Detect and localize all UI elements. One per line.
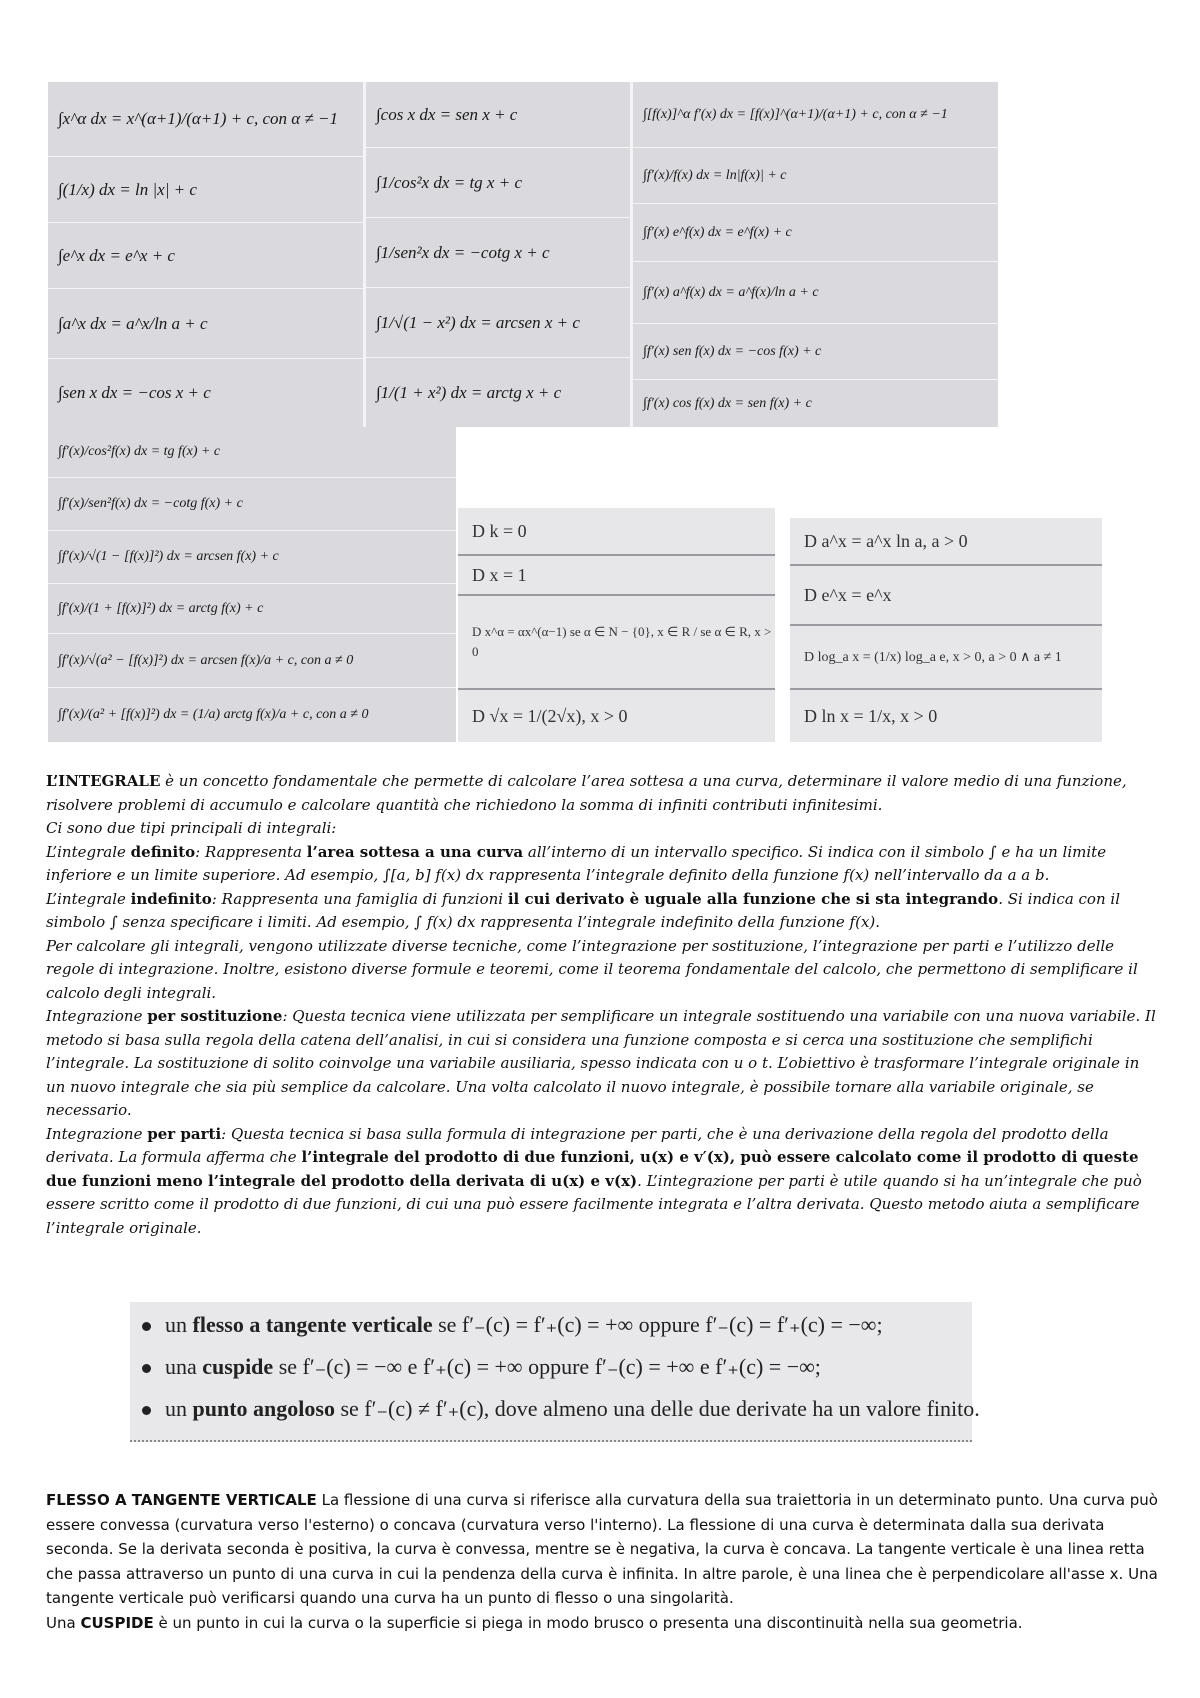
paragraph xyxy=(46,1488,1161,1611)
term: flesso a tangente verticale xyxy=(192,1312,433,1337)
formula-cell: ∫f′(x) sen f(x) dx = −cos f(x) + c xyxy=(633,324,998,380)
paragraph xyxy=(46,1611,1161,1636)
text-span: . Si indica con il simbolo ∫ senza specificare i limiti. Ad esempio, ∫ f(x) dx rappresenta l’integrale indefinito della funzione f(x). xyxy=(46,889,1120,931)
formula-cell: ∫f′(x) cos f(x) dx = sen f(x) + c xyxy=(643,395,812,411)
formula-cell: ∫f′(x)/(a² + [f(x)]²) dx = (1/a) arctg f(x)/a + c, con a ≠ 0 xyxy=(58,707,369,722)
emphasis: l’area sottesa a una curva xyxy=(306,842,524,861)
emphasis: l’integrale del prodotto di due funzioni, u(x) e v′(x), può essere calcolato come il prodotto di queste due funzioni meno l’integrale del prodotto della derivata di u(x) e v(x) xyxy=(46,1148,1139,1190)
term-sostituzione: per sostituzione xyxy=(147,1007,283,1025)
text-span: : Rappresenta una famiglia di funzioni xyxy=(211,889,508,908)
formula-cell: ∫f′(x)/sen²f(x) dx = −cotg f(x) + c xyxy=(48,478,456,531)
paragraph xyxy=(46,888,1161,935)
term: cuspide xyxy=(202,1354,274,1379)
text-span: : Questa tecnica si basa sulla formula di integrazione per parti, che è una derivazione della regola del prodotto della derivata. La formula afferma che xyxy=(46,1124,1109,1166)
text-span: : Questa tecnica viene utilizzata per semplificare un integrale sostituendo una variabile con una nuova variabile. Il metodo si basa sulla regola della catena dell’analisi, in cui si considera una funzione composta e si cerca una sostituzione che semplifichi l’integrale. La sostituzione di solito coinvolge una variabile ausiliaria, spesso indicata con u o t. L’obiettivo è trasformare l’integrale originale in un nuovo integrale che sia più semplice da calcolare. Una volta calcolato il nuovo integrale, è possibile tornare alla variabile originale, se necessario. xyxy=(46,1007,1156,1119)
derivative-cell: D ln x = 1/x, x > 0 xyxy=(804,705,938,726)
paragraph xyxy=(46,770,1161,817)
derivative-cell: D √x = 1/(2√x), x > 0 xyxy=(472,705,628,726)
formula-cell: ∫cos x dx = sen x + c xyxy=(366,82,630,148)
formula-cell: ∫f′(x)/√(a² − [f(x)]²) dx = arcsen f(x)/a + c, con a ≠ 0 xyxy=(48,634,456,688)
term-definito: definito xyxy=(130,842,196,861)
cusp-definitions-image xyxy=(130,1302,980,1442)
formula-cell: ∫f′(x) a^f(x) dx = a^f(x)/ln a + c xyxy=(633,262,998,324)
formula-cell: ∫1/cos²x dx = tg x + c xyxy=(366,148,630,218)
bullet-icon xyxy=(142,1406,151,1415)
formula-cell: ∫e^x dx = e^x + c xyxy=(48,223,363,289)
bullet-icon xyxy=(142,1322,151,1331)
term: punto angoloso xyxy=(192,1396,335,1421)
integrale-section xyxy=(46,770,1161,1240)
term-per-parti: per parti xyxy=(147,1124,222,1143)
derivative-cell: D log_a x = (1/x) log_a e, x > 0, a > 0 ∧ a ≠ 1 xyxy=(790,626,1102,690)
formula-table-trig xyxy=(48,427,456,742)
paragraph xyxy=(46,1123,1161,1241)
formula-cell: ∫f′(x)/f(x) dx = ln|f(x)| + c xyxy=(633,148,998,204)
formula-cell: ∫f′(x)/√(1 − [f(x)]²) dx = arcsen f(x) + c xyxy=(48,531,456,584)
text-span: L’integrale xyxy=(46,889,131,908)
formula-cell: ∫[f(x)]^α f′(x) dx = [f(x)]^(α+1)/(α+1) + c, con α ≠ −1 xyxy=(633,82,998,148)
text-span: Una xyxy=(46,1613,81,1632)
text-span: L’integrale xyxy=(46,842,131,861)
text-span: Integrazione xyxy=(46,1007,148,1025)
derivative-cell: D a^x = a^x ln a, a > 0 xyxy=(790,518,1102,566)
derivative-cell: D k = 0 xyxy=(458,508,775,556)
formula-table-basic xyxy=(48,82,998,427)
flesso-section xyxy=(46,1488,1161,1635)
heading-integrale: L’INTEGRALE xyxy=(46,772,161,790)
derivative-cell: D e^x = e^x xyxy=(790,566,1102,626)
derivative-table-exp-log xyxy=(790,518,1102,742)
derivative-cell: D x = 1 xyxy=(458,556,775,596)
text-span: se f′₋(c) = −∞ e f′₊(c) = +∞ oppure f′₋(c) = +∞ e f′₊(c) = −∞; xyxy=(273,1354,821,1379)
formula-cell: ∫f′(x)/(1 + [f(x)]²) dx = arctg f(x) + c xyxy=(48,584,456,634)
text-span: un xyxy=(165,1396,193,1421)
text-span: La flessione di una curva si riferisce alla curvatura della sua traiettoria in un determinato punto. Una curva può essere convessa (curvatura verso l'esterno) o concava (curvatura verso l'interno). La flessione di una curva è determinata dalla sua derivata seconda. Se la derivata seconda è positiva, la curva è convessa, mentre se è negativa, la curva è concava. La tangente verticale è una linea retta che passa attraverso un punto di una curva in cui la pendenza della curva è infinita. In altre parole, è una linea che è perpendicolare all'asse x. Una tangente verticale può verificarsi quando una curva ha un punto di flesso o una singolarità. xyxy=(46,1491,1158,1607)
formula-cell: ∫a^x dx = a^x/ln a + c xyxy=(48,289,363,359)
formula-cell: ∫(1/x) dx = ln |x| + c xyxy=(48,157,363,223)
heading-flesso: FLESSO A TANGENTE VERTICALE xyxy=(46,1491,317,1509)
text-span: una xyxy=(165,1354,203,1379)
formula-cell: ∫sen x dx = −cos x + c xyxy=(58,383,211,402)
paragraph xyxy=(46,1005,1161,1123)
text-span: all’interno di un intervallo specifico. Si indica con il simbolo ∫ e ha un limite inferiore e un limite superiore. Ad esempio, ∫[a, b] f(x) dx rappresenta l’integrale definito della funzione f(x) nell’intervallo da a a b. xyxy=(46,842,1107,884)
paragraph xyxy=(46,841,1161,888)
formula-cell: ∫f′(x) e^f(x) dx = e^f(x) + c xyxy=(633,204,998,262)
bullet-icon xyxy=(142,1364,151,1373)
formula-cell: ∫1/√(1 − x²) dx = arcsen x + c xyxy=(366,288,630,358)
text-span: Integrazione xyxy=(46,1124,148,1143)
list-item xyxy=(142,1354,821,1380)
text-span: un xyxy=(165,1312,193,1337)
text-span: : Rappresenta xyxy=(195,842,307,861)
list-item xyxy=(142,1396,980,1422)
term-cuspide: CUSPIDE xyxy=(80,1613,154,1632)
term-indefinito: indefinito xyxy=(130,889,212,908)
text-span: è un concetto fondamentale che permette di calcolare l’area sottesa a una curva, determinare il valore medio di una funzione, risolvere problemi di accumulo e calcolare quantità che richiedono la somma di infiniti contributi infinitesimi. xyxy=(46,772,1127,814)
text-span: è un punto in cui la curva o la superficie si piega in modo brusco o presenta una discontinuità nella sua geometria. xyxy=(153,1613,1023,1632)
emphasis: il cui derivato è uguale alla funzione che si sta integrando xyxy=(507,889,999,908)
paragraph: Per calcolare gli integrali, vengono utilizzate diverse tecniche, come l’integrazione per sostituzione, l’integrazione per parti e l’utilizzo delle regole di integrazione. Inoltre, esistono diverse formule e teoremi, come il teorema fondamentale del calcolo, che permettono di semplificare il calcolo degli integrali. xyxy=(46,936,1138,1002)
text-span: se f′₋(c) = f′₊(c) = +∞ oppure f′₋(c) = f′₊(c) = −∞; xyxy=(432,1312,883,1337)
formula-cell: ∫1/(1 + x²) dx = arctg x + c xyxy=(376,382,562,402)
list-item xyxy=(142,1312,883,1338)
derivative-table-basic xyxy=(458,508,775,742)
formula-cell: ∫x^α dx = x^(α+1)/(α+1) + c, con α ≠ −1 xyxy=(48,82,363,157)
derivative-cell: D x^α = αx^(α−1) se α ∈ N − {0}, x ∈ R / se α ∈ R, x > 0 xyxy=(458,596,775,690)
text-span: . L’integrazione per parti è utile quando si ha un’integrale che può essere scritto come il prodotto di due funzioni, di cui una può essere facilmente integrata e l’altra derivata. Questo metodo aiuta a semplificare l’integrale originale. xyxy=(46,1171,1142,1237)
formula-cell: ∫f′(x)/cos²f(x) dx = tg f(x) + c xyxy=(48,427,456,478)
formula-cell: ∫1/sen²x dx = −cotg x + c xyxy=(366,218,630,288)
text-span: se f′₋(c) ≠ f′₊(c), dove almeno una delle due derivate ha un valore finito. xyxy=(334,1396,980,1421)
paragraph: Ci sono due tipi principali di integrali: xyxy=(46,819,337,837)
